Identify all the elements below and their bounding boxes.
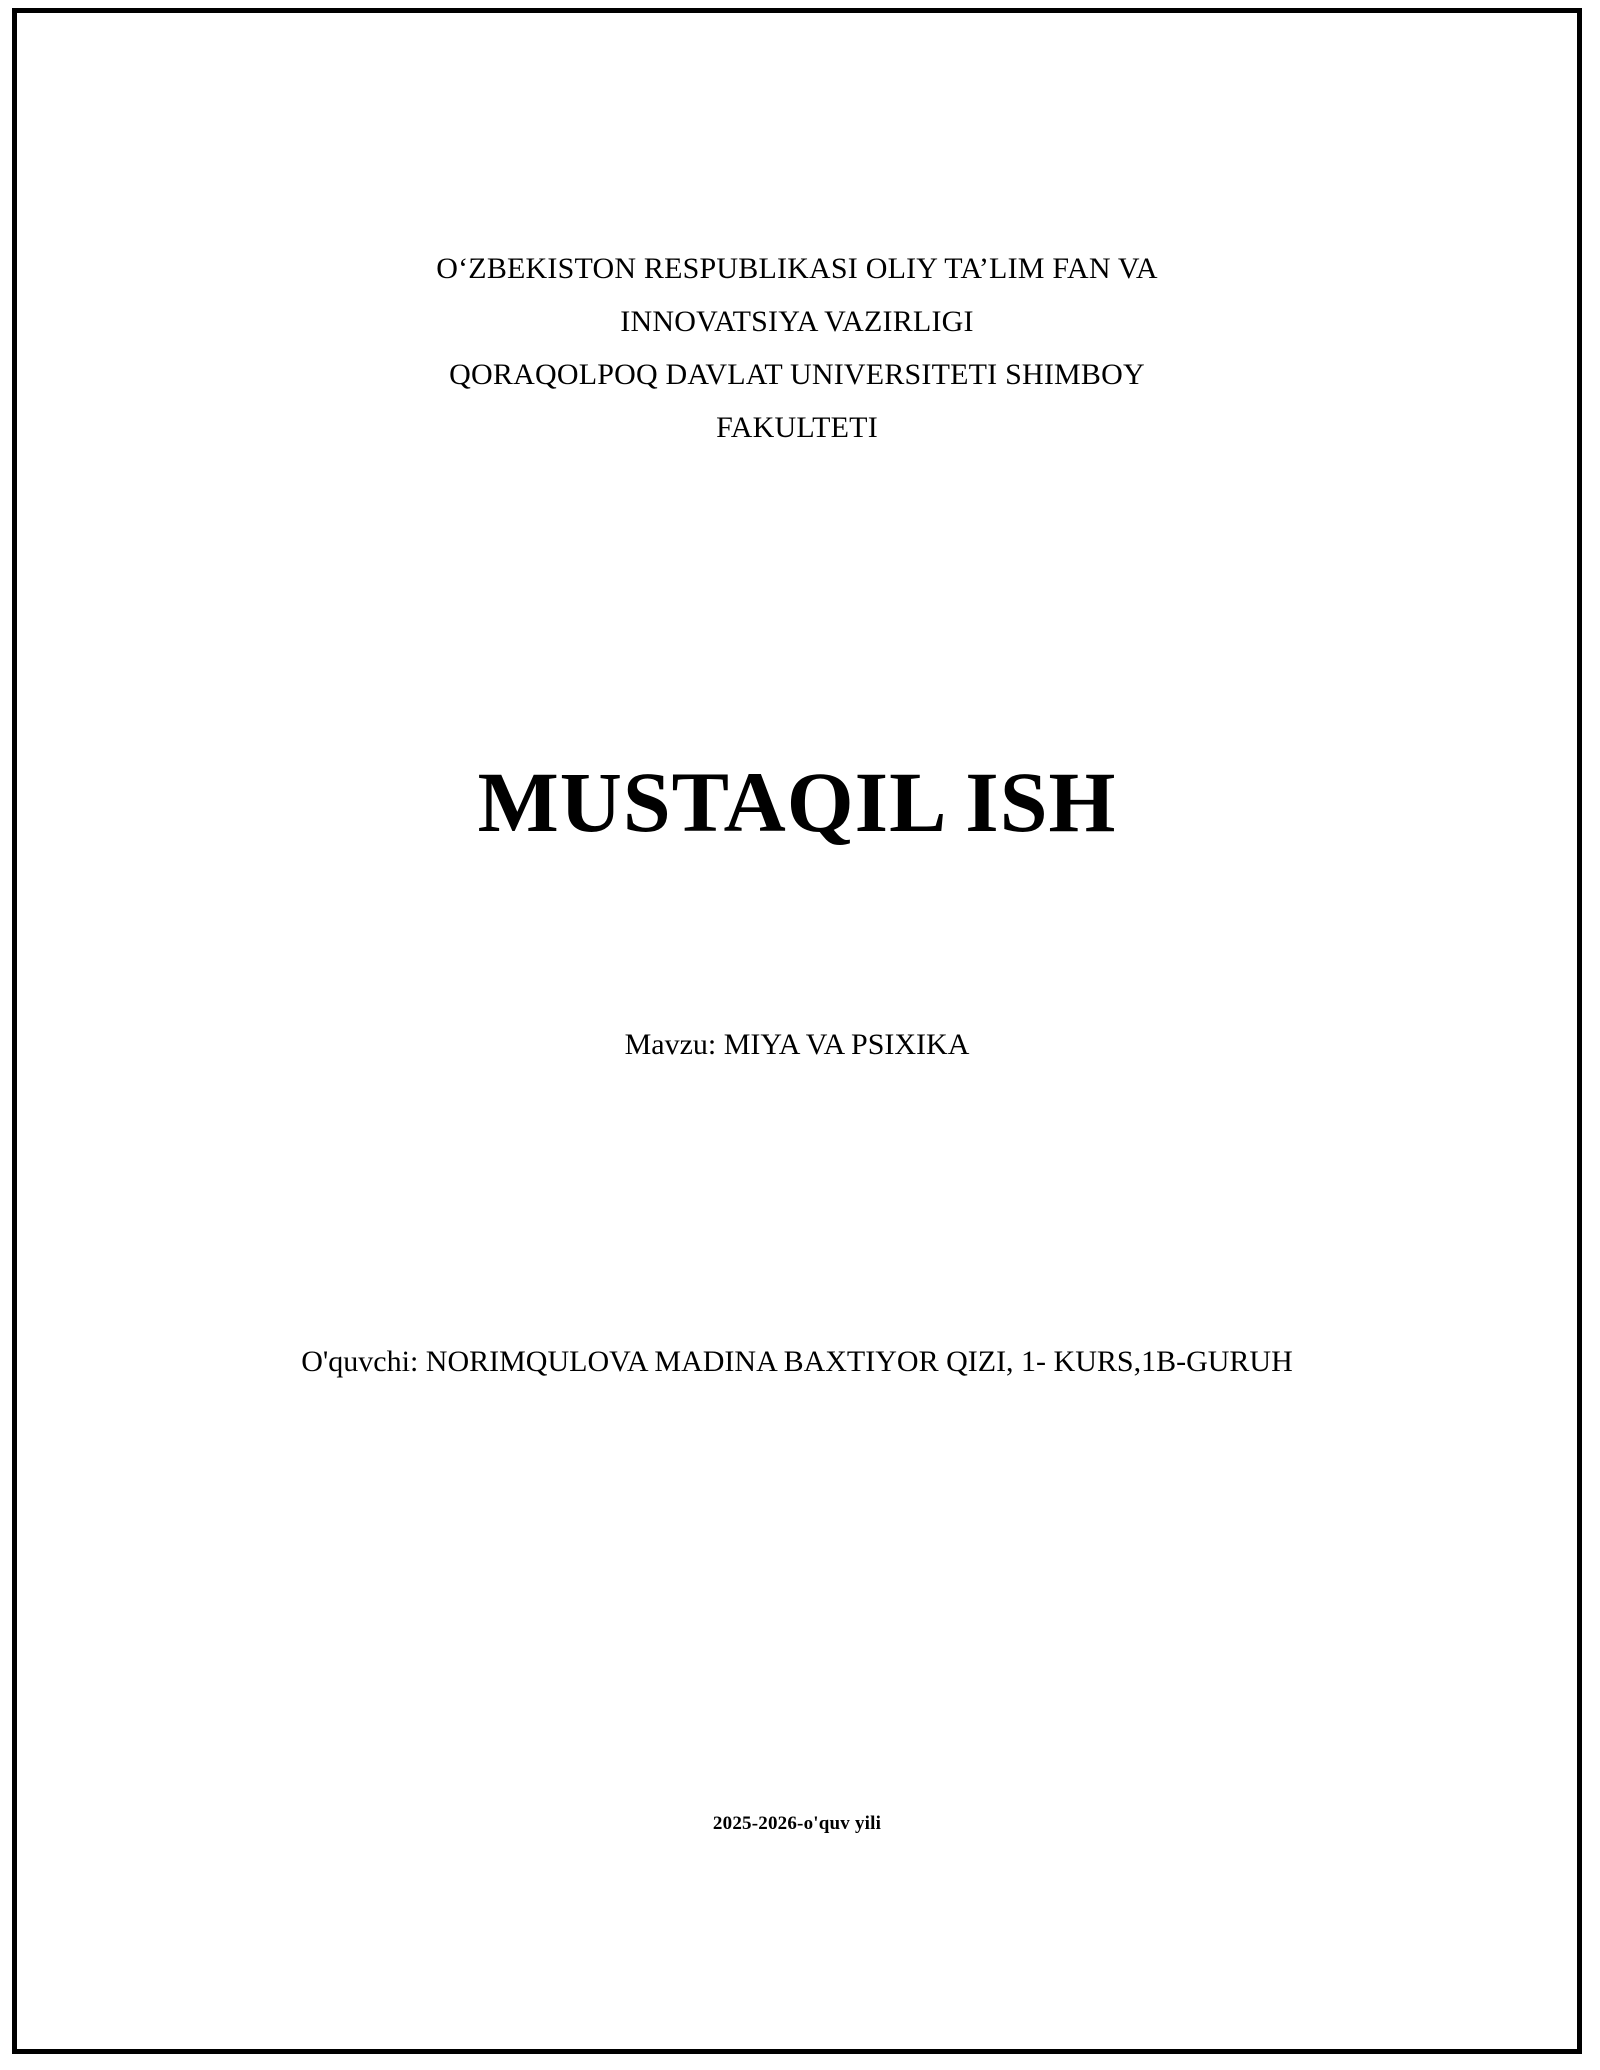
page-inner-area	[35, 27, 1559, 2035]
document-title: MUSTAQIL ISH	[477, 754, 1117, 850]
subject-line: Mavzu: MIYA VA PSIXIKA	[624, 1028, 970, 1061]
academic-year-footer: 2025-2026-o'quv yili	[712, 1813, 882, 1834]
page-border-frame	[12, 8, 1582, 2054]
organization-line-1: O‘ZBEKISTON RESPUBLIKASI OLIY TA’LIM FAN VA	[436, 252, 1158, 285]
author-line: O'quvchi: NORIMQULOVA MADINA BAXTIYOR QIZI, 1- KURS,1B-GURUH	[301, 1345, 1293, 1378]
organization-line-4: FAKULTETI	[716, 411, 878, 444]
organization-line-3: QORAQOLPOQ DAVLAT UNIVERSITETI SHIMBOY	[449, 358, 1145, 391]
organization-line-2: INNOVATSIYA VAZIRLIGI	[620, 305, 974, 338]
organization-heading	[155, 242, 1439, 454]
cover-page-content	[35, 27, 1559, 2035]
